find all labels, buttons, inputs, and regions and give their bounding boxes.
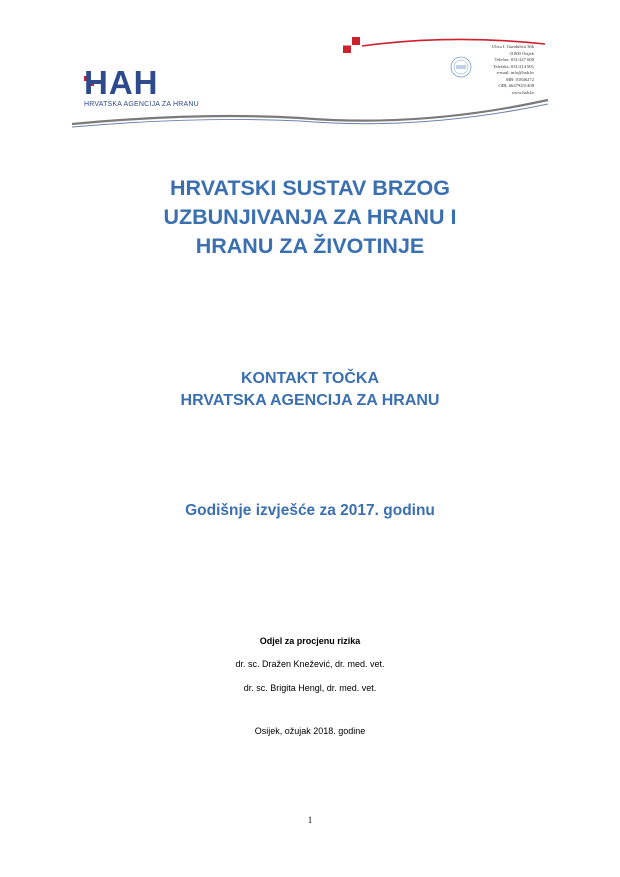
address-line: MB: 01846272 <box>506 76 534 82</box>
address-line: Telefaks: 031/214 901 <box>492 63 534 69</box>
report-title: Godišnje izvješće za 2017. godinu <box>185 502 435 519</box>
red-square-1 <box>343 45 351 53</box>
logo: HAH <box>84 64 159 101</box>
red-square-2 <box>352 37 360 45</box>
certificate-seal-icon <box>450 56 472 78</box>
title-line: HRVATSKI SUSTAV BRZOG <box>170 176 450 200</box>
address-line: www.hah.hr <box>511 89 534 95</box>
contact-point <box>60 368 560 412</box>
author-1: dr. sc. Dražen Knežević, dr. med. vet. <box>235 659 385 669</box>
red-square-3 <box>343 37 351 45</box>
address-line: OIB: 66479251408 <box>498 83 534 88</box>
contact-line: HRVATSKA AGENCIJA ZA HRANU <box>180 392 440 409</box>
address-line: Ulica I. Gundulića 36b <box>491 44 534 49</box>
author-2: dr. sc. Brigita Hengl, dr. med. vet. <box>243 683 377 693</box>
place-date: Osijek, ožujak 2018. godine <box>254 726 366 736</box>
logo-subtitle: HRVATSKA AGENCIJA ZA HRANU <box>84 101 199 108</box>
address-block <box>478 44 534 96</box>
page-number: 1 <box>307 815 313 825</box>
address-line: 31000 Osijek <box>509 50 534 56</box>
title-line: UZBUNJIVANJA ZA HRANU I <box>163 205 457 229</box>
contact-line: KONTAKT TOČKA <box>240 370 380 387</box>
address-line: e-mail: info@hah.hr <box>496 70 534 75</box>
title-line: HRANU ZA ŽIVOTINJE <box>195 234 425 258</box>
document-title <box>60 174 560 261</box>
department: Odjel za procjenu rizika <box>259 636 361 646</box>
address-line: Telefon: 031/227 600 <box>494 57 534 62</box>
